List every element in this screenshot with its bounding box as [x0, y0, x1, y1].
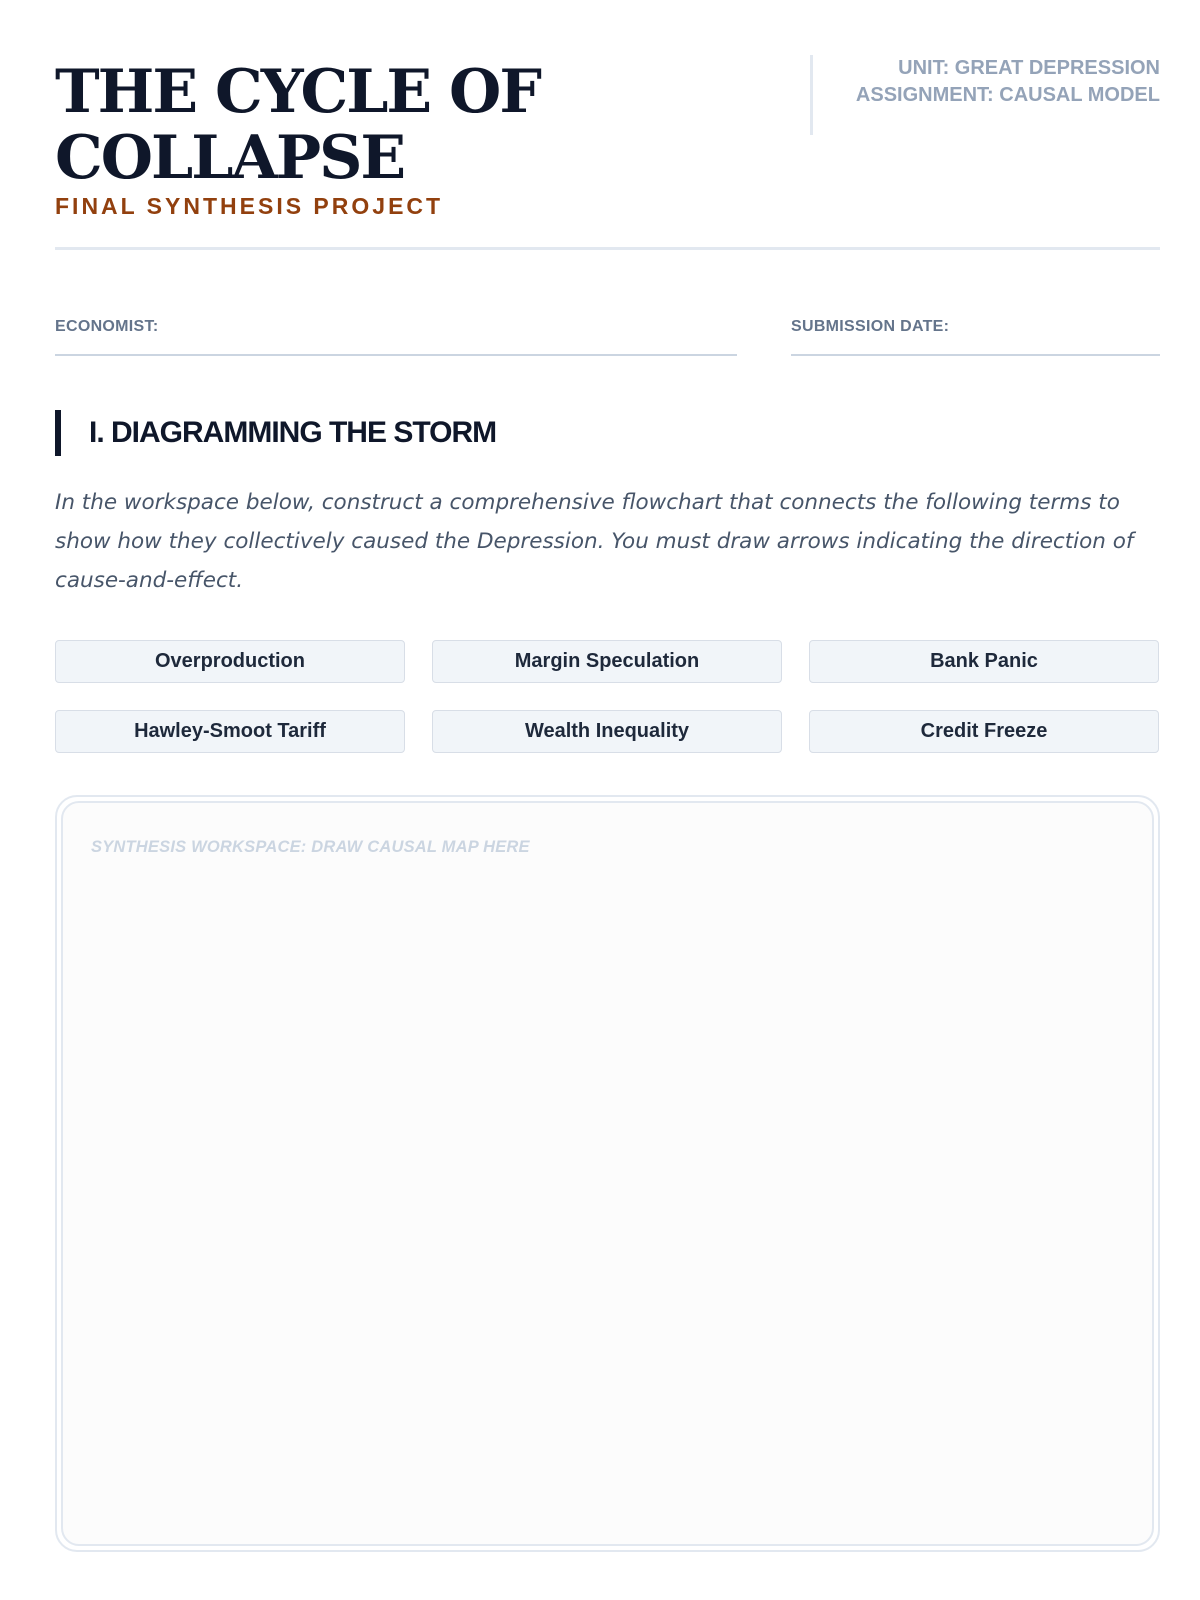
term-chip: Wealth Inequality — [432, 710, 782, 753]
page-title: THE CYCLE OF COLLAPSE — [55, 57, 540, 193]
worksheet-header — [55, 55, 1160, 250]
economist-label: ECONOMIST: — [55, 318, 159, 335]
term-chip: Credit Freeze — [809, 710, 1159, 753]
submission-date-label: SUBMISSION DATE: — [791, 318, 950, 335]
worksheet-page — [55, 0, 1160, 1600]
term-chip: Bank Panic — [809, 640, 1159, 683]
assignment-label: ASSIGNMENT: CAUSAL MODEL — [855, 84, 1160, 106]
assignment-meta — [810, 55, 1160, 135]
section-heading: I. DIAGRAMMING THE STORM — [55, 410, 496, 456]
workspace-canvas[interactable] — [61, 801, 1154, 1546]
term-chip: Margin Speculation — [432, 640, 782, 683]
term-chip: Overproduction — [55, 640, 405, 683]
term-chip: Hawley-Smoot Tariff — [55, 710, 405, 753]
submission-date-field[interactable] — [791, 318, 1160, 356]
economist-field[interactable] — [55, 318, 737, 356]
instructions-text: In the workspace below, construct a comprehensive flowchart that connects the following terms to show how they collectively caused the Depression. You must draw arrows indicating the direction of cause-and-effect. — [55, 490, 1134, 593]
workspace-label: SYNTHESIS WORKSPACE: DRAW CAUSAL MAP HERE — [91, 838, 530, 856]
page-subtitle: FINAL SYNTHESIS PROJECT — [55, 193, 444, 219]
term-bank — [55, 640, 1160, 753]
synthesis-workspace[interactable] — [55, 795, 1160, 1552]
unit-label: UNIT: GREAT DEPRESSION — [898, 57, 1160, 79]
